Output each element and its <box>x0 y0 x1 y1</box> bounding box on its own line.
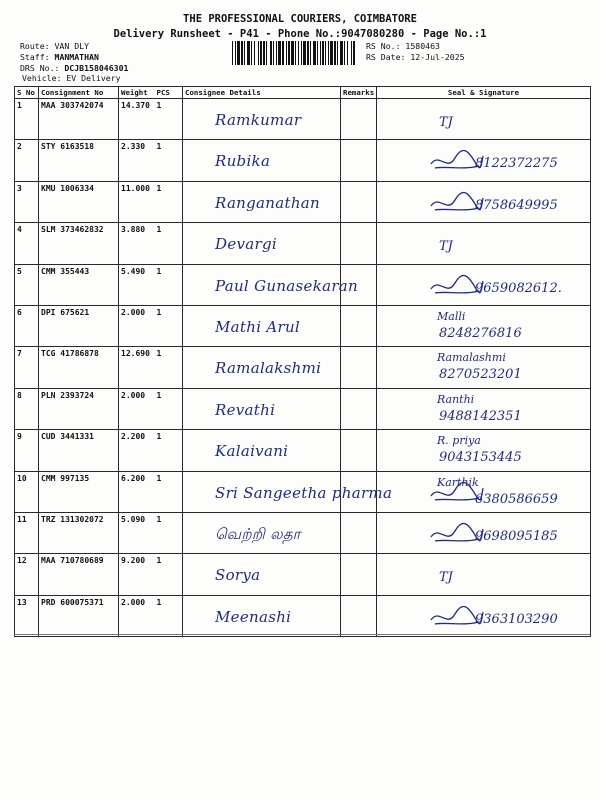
row-consignment-no: CMM 997135 <box>39 471 119 512</box>
row-sno: 6 <box>15 305 39 346</box>
row-consignee-cell <box>183 181 341 222</box>
receiver-name: Karthik <box>437 475 479 489</box>
bottom-divider <box>14 634 590 635</box>
receiver-name: Ramalashmi <box>437 351 506 365</box>
runsheet-table <box>14 86 591 637</box>
route-info: Route: VAN DLY <box>20 41 90 51</box>
row-sno: 12 <box>15 554 39 595</box>
row-weight: 14.370 <box>119 99 155 140</box>
row-consignee-handwritten: Mathi Arul <box>215 317 301 336</box>
row-consignee-cell <box>183 347 341 388</box>
row-sno: 9 <box>15 430 39 471</box>
table-row <box>15 388 591 429</box>
row-sno: 7 <box>15 347 39 388</box>
row-consignment-no: MAA 303742074 <box>39 99 119 140</box>
row-sno: 11 <box>15 512 39 553</box>
row-weight: 11.000 <box>119 181 155 222</box>
row-weight: 2.000 <box>119 305 155 346</box>
row-pcs: 1 <box>155 388 183 429</box>
receiver-phone: 9363103290 <box>475 611 558 627</box>
row-sno: 5 <box>15 264 39 305</box>
table-body <box>15 99 591 637</box>
row-weight: 2.200 <box>119 430 155 471</box>
row-remarks <box>341 430 377 471</box>
row-sno: 10 <box>15 471 39 512</box>
row-pcs: 1 <box>155 554 183 595</box>
row-consignee-handwritten: வெற்றி லதா <box>215 524 301 543</box>
row-seal-signature <box>377 140 591 181</box>
row-consignee-handwritten: Paul Gunasekaran <box>215 276 359 295</box>
row-consignment-no: PRD 600075371 <box>39 595 119 636</box>
row-consignee-handwritten: Meenashi <box>215 607 292 626</box>
row-consignee-handwritten: Sorya <box>215 566 261 585</box>
row-remarks <box>341 512 377 553</box>
row-seal-signature <box>377 223 591 264</box>
row-consignment-no: KMU 1006334 <box>39 181 119 222</box>
receiver-phone: TJ <box>439 239 453 255</box>
row-consignee-handwritten: Ranganathan <box>215 193 320 212</box>
row-remarks <box>341 140 377 181</box>
receiver-phone: 6380586659 <box>475 491 558 507</box>
row-seal-signature <box>377 554 591 595</box>
vehicle-info: Vehicle: EV Delivery <box>22 73 121 83</box>
row-weight: 12.690 <box>119 347 155 388</box>
company-title: THE PROFESSIONAL COURIERS, COIMBATORE <box>183 13 417 25</box>
row-pcs: 1 <box>155 512 183 553</box>
table-row <box>15 264 591 305</box>
row-weight: 3.880 <box>119 223 155 264</box>
row-consignment-no: MAA 710780689 <box>39 554 119 595</box>
row-sno: 8 <box>15 388 39 429</box>
col-header-consignment: Consignment No <box>39 87 119 99</box>
row-seal-signature <box>377 264 591 305</box>
row-pcs: 1 <box>155 305 183 346</box>
row-pcs: 1 <box>155 595 183 636</box>
table-row <box>15 595 591 636</box>
row-consignment-no: DPI 675621 <box>39 305 119 346</box>
staff-value: MANMATHAN <box>54 52 99 62</box>
table-row <box>15 430 591 471</box>
row-weight: 5.090 <box>119 512 155 553</box>
row-sno: 2 <box>15 140 39 181</box>
col-header-remarks: Remarks <box>341 87 377 99</box>
row-consignment-no: SLM 373462832 <box>39 223 119 264</box>
row-pcs: 1 <box>155 99 183 140</box>
drs-label: DRS No.: <box>20 63 65 73</box>
col-header-weight: Weight <box>119 87 155 99</box>
row-consignee-cell <box>183 554 341 595</box>
row-consignee-cell <box>183 430 341 471</box>
row-remarks <box>341 554 377 595</box>
row-consignment-no: TRZ 131302072 <box>39 512 119 553</box>
row-seal-signature <box>377 512 591 553</box>
receiver-phone: 9488142351 <box>439 408 522 424</box>
table-row <box>15 99 591 140</box>
row-pcs: 1 <box>155 430 183 471</box>
row-seal-signature <box>377 99 591 140</box>
receiver-phone: TJ <box>439 115 453 130</box>
receiver-phone: 8270523201 <box>439 367 522 383</box>
row-consignee-cell <box>183 471 393 512</box>
receiver-phone: 9043153445 <box>439 450 522 466</box>
drs-info <box>20 63 128 73</box>
row-pcs: 1 <box>155 181 183 222</box>
drs-value: DCJB158046301 <box>64 63 129 73</box>
row-consignment-no: CMM 355443 <box>39 264 119 305</box>
row-consignment-no: TCG 41786878 <box>39 347 119 388</box>
row-remarks <box>341 388 377 429</box>
receiver-phone: 8758649995 <box>475 197 558 213</box>
table-row <box>15 181 591 222</box>
row-remarks <box>341 223 377 264</box>
row-weight: 5.490 <box>119 264 155 305</box>
col-header-seal: Seal & Signature <box>377 87 591 99</box>
col-header-consignee: Consignee Details <box>183 87 341 99</box>
receiver-phone: 9698095185 <box>475 528 558 544</box>
row-pcs: 1 <box>155 140 183 181</box>
row-seal-signature <box>377 181 591 222</box>
row-seal-signature <box>377 347 591 388</box>
rs-date: RS Date: 12-Jul-2025 <box>366 52 465 62</box>
col-header-sno: S No <box>15 87 39 99</box>
row-consignee-handwritten: Sri Sangeetha pharma <box>215 483 393 502</box>
row-sno: 1 <box>15 99 39 140</box>
receiver-name: Malli <box>437 309 466 323</box>
row-seal-signature <box>377 305 591 346</box>
barcode-image <box>232 41 356 65</box>
row-remarks <box>341 305 377 346</box>
row-remarks <box>341 595 377 636</box>
row-consignee-handwritten: Kalaivani <box>215 442 289 461</box>
row-consignee-handwritten: Revathi <box>215 400 276 419</box>
row-weight: 6.200 <box>119 471 155 512</box>
row-consignee-cell <box>183 305 341 346</box>
row-consignee-cell <box>183 140 341 181</box>
table-row <box>15 471 591 512</box>
row-sno: 3 <box>15 181 39 222</box>
runsheet-subtitle: Delivery Runsheet - P41 - Phone No.:9047080280 - Page No.:1 <box>113 28 487 40</box>
row-pcs: 1 <box>155 223 183 264</box>
table-row <box>15 305 591 346</box>
receiver-name: Ranthi <box>437 392 475 406</box>
row-consignee-handwritten: Ramkumar <box>215 111 302 129</box>
row-pcs: 1 <box>155 264 183 305</box>
row-consignment-no: CUD 3441331 <box>39 430 119 471</box>
row-sno: 13 <box>15 595 39 636</box>
row-consignee-handwritten: Ramalakshmi <box>215 359 322 378</box>
table-row <box>15 512 591 553</box>
row-consignee-handwritten: Devargi <box>215 235 277 254</box>
receiver-phone: 9659082612. <box>475 280 562 296</box>
row-remarks <box>341 181 377 222</box>
row-seal-signature <box>377 595 591 636</box>
row-seal-signature <box>377 471 591 512</box>
row-sno: 4 <box>15 223 39 264</box>
row-consignee-cell <box>183 223 341 264</box>
row-consignee-handwritten: Rubika <box>215 152 271 171</box>
staff-info <box>20 52 99 62</box>
table-header-row <box>15 87 591 99</box>
table-row <box>15 223 591 264</box>
row-remarks <box>341 347 377 388</box>
row-consignment-no: PLN 2393724 <box>39 388 119 429</box>
receiver-phone: TJ <box>439 570 453 586</box>
row-consignee-cell <box>183 388 341 429</box>
row-weight: 9.200 <box>119 554 155 595</box>
row-consignee-cell <box>183 595 341 636</box>
staff-label: Staff: <box>20 52 55 62</box>
table-row <box>15 554 591 595</box>
receiver-phone: 8122372275 <box>475 156 558 172</box>
table-row <box>15 140 591 181</box>
row-pcs: 1 <box>155 347 183 388</box>
row-weight: 2.000 <box>119 388 155 429</box>
col-header-pcs: PCS <box>155 87 183 99</box>
table-row <box>15 347 591 388</box>
receiver-phone: 8248276816 <box>439 325 522 341</box>
row-consignee-cell <box>183 512 341 553</box>
row-pcs: 1 <box>155 471 183 512</box>
rs-number: RS No.: 1580463 <box>366 41 440 51</box>
receiver-name: R. priya <box>437 434 481 448</box>
row-consignee-cell <box>183 99 341 140</box>
row-consignee-cell <box>183 264 359 305</box>
row-consignment-no: STY 6163518 <box>39 140 119 181</box>
row-weight: 2.330 <box>119 140 155 181</box>
row-seal-signature <box>377 430 591 471</box>
row-weight: 2.000 <box>119 595 155 636</box>
row-seal-signature <box>377 388 591 429</box>
row-remarks <box>341 99 377 140</box>
